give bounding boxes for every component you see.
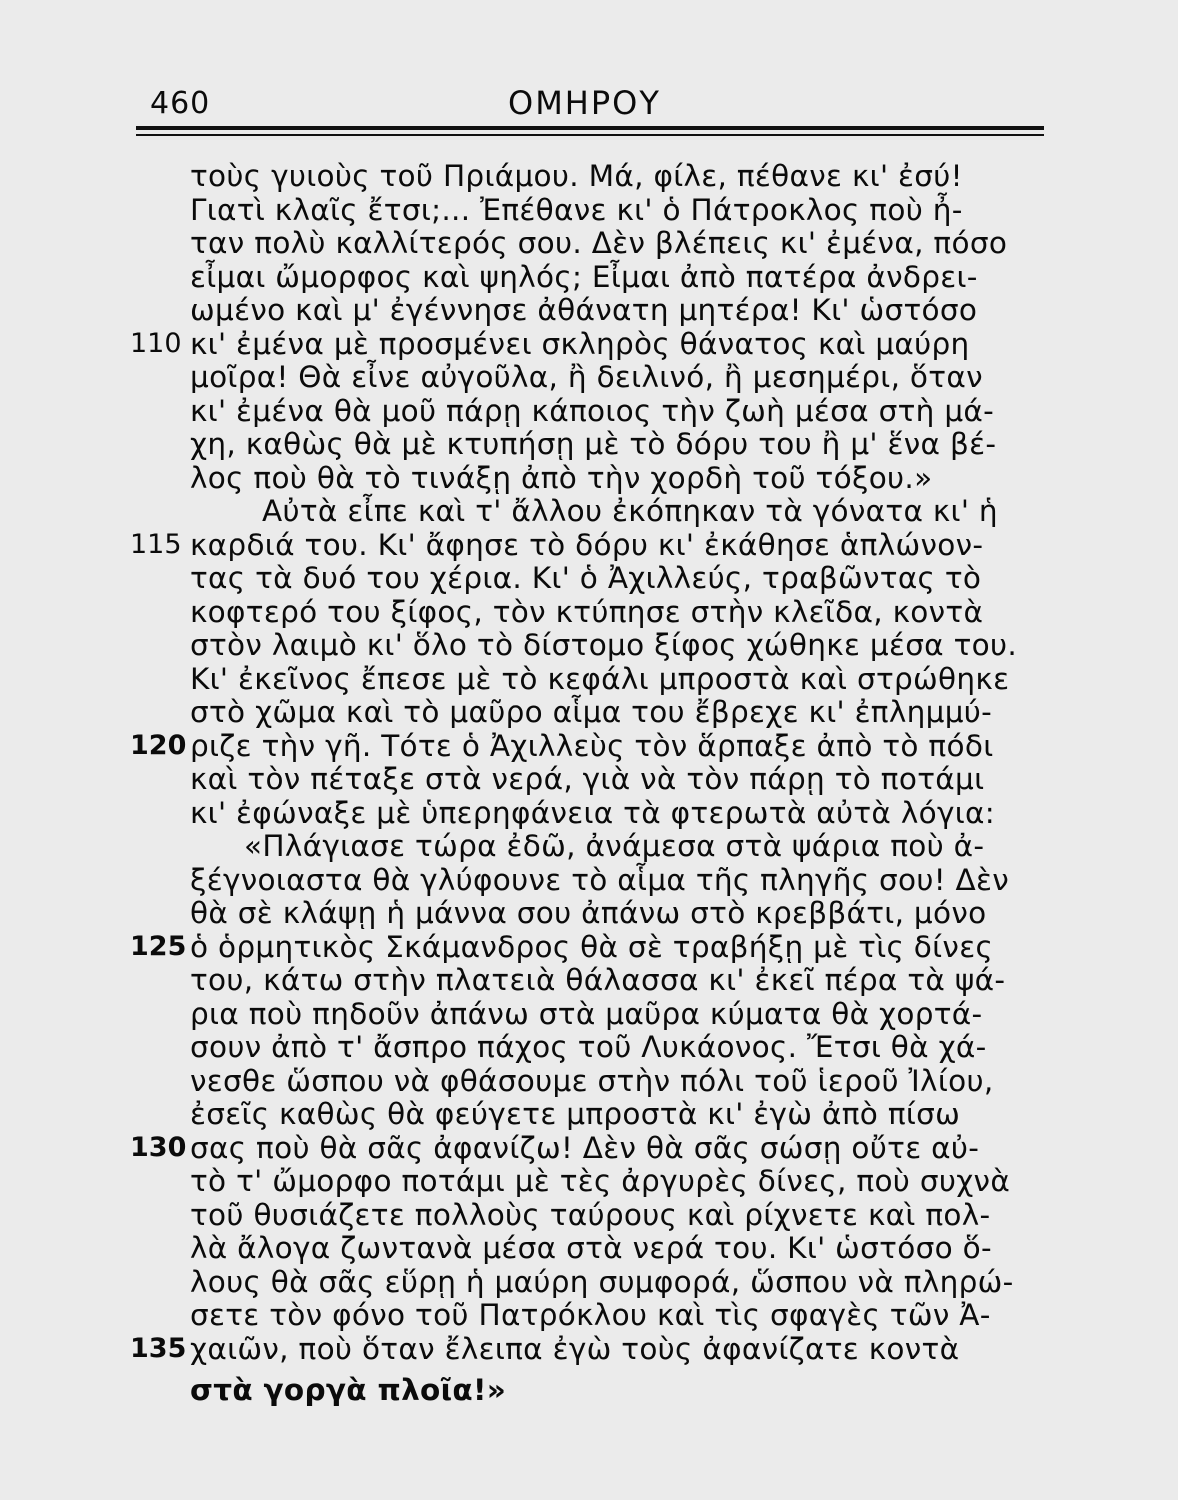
text-line: «Πλάγιασε τώρα ἐδῶ, ἀνάμεσα στὰ ψάρια ποὺ ἀ- — [244, 829, 985, 863]
header-rule-thin — [136, 134, 1044, 136]
text-line: τοῦ θυσιάζετε πολλοὺς ταύρους καὶ ρίχνετε καὶ πολ- — [190, 1197, 991, 1232]
text-line: κοφτερό του ξίφος, τὸν κτύπησε στὴν κλεῖδα, κοντὰ — [190, 594, 984, 629]
text-line: καὶ τὸν πέταξε στὰ νερά, γιὰ νὰ τὸν πάρῃ τὸ ποτάμι — [190, 762, 985, 796]
text-line: χαιῶν, ποὺ ὅταν ἔλειπα ἐγὼ τοὺς ἀφανίζατε κοντὰ — [190, 1331, 960, 1366]
text-line: ὁ ὁρμητικὸς Σκάμανδρος θὰ σὲ τραβήξῃ μὲ τὶς δίνες — [190, 929, 994, 964]
text-line: Κι' ἐκεῖνος ἔπεσε μὲ τὸ κεφάλι μπροστὰ καὶ στρώθηκε — [190, 661, 1010, 696]
text-line: ριζε τὴν γῆ. Τότε ὁ Ἀχιλλεὺς τὸν ἅρπαξε ἀπὸ τὸ πόδι — [190, 728, 994, 763]
text-line: κι' ἐφώναξε μὲ ὑπερηφάνεια τὰ φτερωτὰ αὐτὰ λόγια: — [190, 795, 995, 830]
line-number: 115 — [130, 528, 182, 560]
text-line: ἐσεῖς καθὼς θὰ φεύγετε μπροστὰ κι' ἐγὼ ἀπὸ πίσω — [190, 1097, 961, 1131]
text-line: ρια ποὺ πηδοῦν ἀπάνω στὰ μαῦρα κύματα θὰ χορτά- — [190, 996, 983, 1031]
text-line: λους θὰ σᾶς εὕρῃ ἡ μαύρη συμφορά, ὥσπου νὰ πληρώ- — [190, 1264, 1014, 1299]
page-number: 460 — [150, 86, 211, 121]
text-line: καρδιά του. Κι' ἄφησε τὸ δόρυ κι' ἐκάθησε ἁπλώνον- — [190, 527, 984, 562]
text-line: ξέγνοιαστα θὰ γλύφουνε τὸ αἷμα τῆς πληγῆς σου! Δὲν — [190, 862, 1010, 897]
text-line: τὸ τ' ὤμορφο ποτάμι μὲ τὲς ἀργυρὲς δίνες, ποὺ συχνὰ — [190, 1164, 1011, 1198]
text-line: κι' ἐμένα μὲ προσμένει σκληρὸς θάνατος καὶ μαύρη — [190, 326, 970, 361]
text-line: νεσθε ὥσπου νὰ φθάσουμε στὴν πόλι τοῦ ἱεροῦ Ἰλίου, — [190, 1063, 994, 1098]
text-line: σας ποὺ θὰ σᾶς ἀφανίζω! Δὲν θὰ σᾶς σώσῃ οὔτε αὐ- — [190, 1130, 980, 1165]
running-title: ΟΜΗΡΟΥ — [508, 84, 661, 122]
line-number: 125 — [130, 930, 187, 962]
line-number: 135 — [130, 1332, 187, 1364]
text-line: ταν πολὺ καλλίτερός σου. Δὲν βλέπεις κι' ἐμένα, πόσο — [190, 226, 1008, 260]
line-number: 130 — [130, 1131, 187, 1163]
text-line: Αὐτὰ εἶπε καὶ τ' ἄλλου ἐκόπηκαν τὰ γόνατα κι' ἡ — [262, 494, 998, 528]
text-line: εἶμαι ὤμορφος καὶ ψηλός; Εἶμαι ἀπὸ πατέρα ἀνδρει- — [190, 259, 978, 294]
text-line: σετε τὸν φόνο τοῦ Πατρόκλου καὶ τὶς σφαγὲς τῶν Ἀ- — [190, 1298, 991, 1332]
text-line: σουν ἀπὸ τ' ἄσπρο πάχος τοῦ Λυκάονος. Ἔτσι θὰ χά- — [190, 1030, 987, 1064]
text-line: του, κάτω στὴν πλατειὰ θάλασσα κι' ἐκεῖ πέρα τὰ ψά- — [190, 963, 1006, 997]
text-line: τοὺς γυιοὺς τοῦ Πριάμου. Μά, φίλε, πέθανε κι' ἐσύ! — [190, 159, 963, 193]
text-line: Γιατὶ κλαῖς ἔτσι;... Ἐπέθανε κι' ὁ Πάτροκλος ποὺ ἦ- — [190, 192, 963, 227]
header-rule — [136, 126, 1044, 130]
text-line: τας τὰ δυό του χέρια. Κι' ὁ Ἀχιλλεύς, τραβῶντας τὸ — [190, 561, 982, 595]
text-line: μοῖρα! Θὰ εἶνε αὐγοῦλα, ἢ δειλινό, ἢ μεσημέρι, ὅταν — [190, 360, 983, 394]
line-number: 110 — [130, 327, 182, 359]
line-number: 120 — [130, 729, 187, 761]
text-line: στὰ γοργὰ πλοῖα!» — [190, 1373, 507, 1407]
text-line: λος ποὺ θὰ τὸ τινάξῃ ἀπὸ τὴν χορδὴ τοῦ τόξου.» — [190, 460, 933, 495]
text-line: στὸ χῶμα καὶ τὸ μαῦρο αἷμα του ἔβρεχε κι' ἐπλημμύ- — [190, 695, 993, 729]
text-line: λὰ ἄλογα ζωντανὰ μέσα στὰ νερά του. Κι' ὡστόσο ὅ- — [190, 1231, 992, 1265]
text-line: ωμένο καὶ μ' ἐγέννησε ἀθάνατη μητέρα! Κι' ὡστόσο — [190, 293, 978, 327]
text-line: στὸν λαιμὸ κι' ὅλο τὸ δίστομο ξίφος χώθηκε μέσα του. — [190, 628, 1018, 662]
text-line: χη, καθὼς θὰ μὲ κτυπήσῃ μὲ τὸ δόρυ του ἢ μ' ἕνα βέ- — [190, 427, 997, 461]
text-line: θὰ σὲ κλάψῃ ἡ μάννα σου ἀπάνω στὸ κρεββάτι, μόνο — [190, 896, 987, 930]
text-line: κι' ἐμένα θὰ μοῦ πάρῃ κάποιος τὴν ζωὴ μέσα στὴ μά- — [190, 393, 995, 428]
